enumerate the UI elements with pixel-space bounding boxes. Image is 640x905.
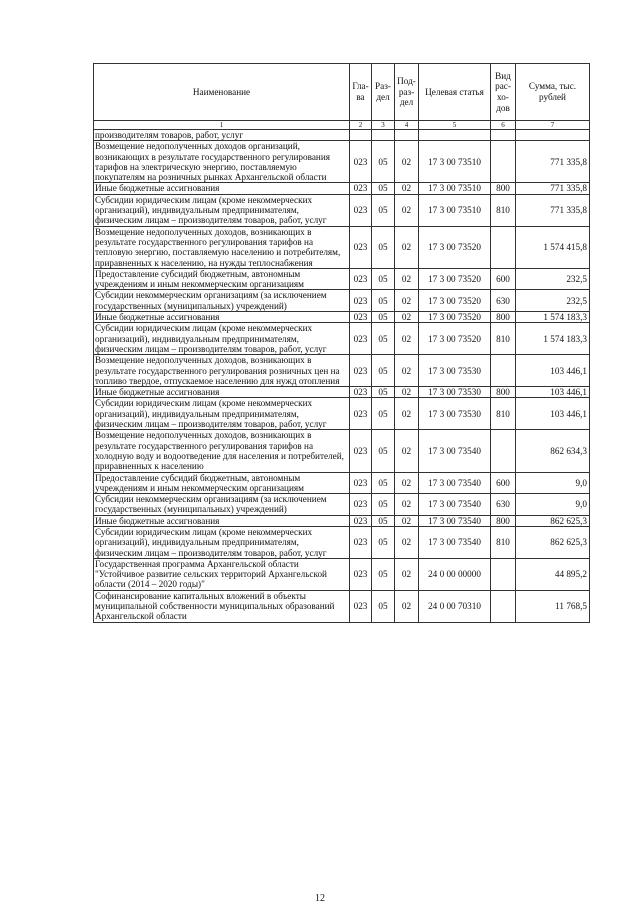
- row-razdel: 05: [372, 515, 395, 526]
- table-row: [94, 194, 590, 226]
- header-podrazdel: Под-раз-дел: [395, 64, 419, 121]
- header-vid: Вид рас-хо-дов: [491, 64, 516, 121]
- row-summa: 103 446,1: [516, 387, 590, 398]
- table-row: [94, 590, 590, 622]
- row-summa: 862 625,3: [516, 515, 590, 526]
- budget-table: [93, 63, 590, 623]
- row-podrazdel: 02: [395, 398, 419, 430]
- row-summa: 771 335,8: [516, 194, 590, 226]
- row-glava: 023: [350, 312, 372, 323]
- row-podrazdel: 02: [395, 526, 419, 558]
- table-row: [94, 141, 590, 183]
- row-summa: 232,5: [516, 290, 590, 312]
- col-number: 6: [491, 121, 516, 130]
- row-glava: 023: [350, 558, 372, 590]
- row-glava: 023: [350, 183, 372, 194]
- header-razdel: Раз-дел: [372, 64, 395, 121]
- row-celevaya: 17 3 00 73530: [419, 355, 491, 387]
- row-glava: 023: [350, 355, 372, 387]
- row-razdel: 05: [372, 226, 395, 268]
- row-vid: 800: [491, 515, 516, 526]
- row-podrazdel: 02: [395, 312, 419, 323]
- row-vid: [491, 130, 516, 141]
- row-glava: 023: [350, 141, 372, 183]
- row-glava: 023: [350, 526, 372, 558]
- row-name: Предоставление субсидий бюджетным, автономным учреждениям и иным некоммерческим организациям: [94, 268, 350, 290]
- row-celevaya: 24 0 00 70310: [419, 590, 491, 622]
- row-vid: [491, 590, 516, 622]
- row-glava: 023: [350, 323, 372, 355]
- table-row: [94, 526, 590, 558]
- row-summa: 1 574 183,3: [516, 323, 590, 355]
- col-number: 4: [395, 121, 419, 130]
- row-name: Возмещение недополученных доходов, возникающих в результате государственного регулирования тарифов на тепловую энергию, поставляемую населению и потребителям, приравненных к населению, на нужды теплоснабжения: [94, 226, 350, 268]
- row-razdel: 05: [372, 387, 395, 398]
- row-celevaya: 24 0 00 00000: [419, 558, 491, 590]
- row-celevaya: 17 3 00 73520: [419, 226, 491, 268]
- row-vid: [491, 226, 516, 268]
- row-name: Предоставление субсидий бюджетным, автономным учреждениям и иным некоммерческим организациям: [94, 472, 350, 494]
- row-razdel: 05: [372, 472, 395, 494]
- row-summa: [516, 130, 590, 141]
- row-name: Иные бюджетные ассигнования: [94, 312, 350, 323]
- row-podrazdel: 02: [395, 355, 419, 387]
- row-celevaya: 17 3 00 73510: [419, 183, 491, 194]
- row-name: Иные бюджетные ассигнования: [94, 183, 350, 194]
- row-vid: 800: [491, 183, 516, 194]
- row-vid: [491, 141, 516, 183]
- row-celevaya: 17 3 00 73530: [419, 398, 491, 430]
- row-razdel: 05: [372, 323, 395, 355]
- row-celevaya: 17 3 00 73540: [419, 494, 491, 516]
- row-vid: 600: [491, 268, 516, 290]
- row-razdel: 05: [372, 494, 395, 516]
- row-razdel: 05: [372, 183, 395, 194]
- row-razdel: 05: [372, 194, 395, 226]
- row-razdel: 05: [372, 590, 395, 622]
- row-podrazdel: 02: [395, 387, 419, 398]
- table-header-row: [94, 64, 590, 121]
- row-vid: 600: [491, 472, 516, 494]
- row-razdel: [372, 130, 395, 141]
- row-summa: 9,0: [516, 472, 590, 494]
- row-glava: 023: [350, 590, 372, 622]
- row-celevaya: 17 3 00 73540: [419, 430, 491, 472]
- row-glava: 023: [350, 290, 372, 312]
- row-podrazdel: [395, 130, 419, 141]
- row-razdel: 05: [372, 290, 395, 312]
- row-razdel: 05: [372, 430, 395, 472]
- row-razdel: 05: [372, 141, 395, 183]
- table-row: [94, 558, 590, 590]
- table-row: [94, 323, 590, 355]
- row-name: Субсидии некоммерческим организациям (за исключением государственных (муниципальных) учреждений): [94, 494, 350, 516]
- row-summa: 1 574 415,8: [516, 226, 590, 268]
- row-celevaya: 17 3 00 73510: [419, 194, 491, 226]
- col-number: 7: [516, 121, 590, 130]
- row-summa: 44 895,2: [516, 558, 590, 590]
- row-celevaya: [419, 130, 491, 141]
- row-celevaya: 17 3 00 73520: [419, 290, 491, 312]
- table-row: [94, 130, 590, 141]
- row-summa: 103 446,1: [516, 355, 590, 387]
- row-name: Субсидии некоммерческим организациям (за исключением государственных (муниципальных) учреждений): [94, 290, 350, 312]
- row-name: Субсидии юридическим лицам (кроме некоммерческих организаций), индивидуальным предпринимателям, физическим лицам – производителям товаров, работ, услуг: [94, 398, 350, 430]
- row-podrazdel: 02: [395, 226, 419, 268]
- row-celevaya: 17 3 00 73520: [419, 268, 491, 290]
- row-podrazdel: 02: [395, 268, 419, 290]
- row-razdel: 05: [372, 558, 395, 590]
- row-podrazdel: 02: [395, 141, 419, 183]
- row-podrazdel: 02: [395, 494, 419, 516]
- table-body: [94, 130, 590, 623]
- row-celevaya: 17 3 00 73520: [419, 323, 491, 355]
- table-row: [94, 387, 590, 398]
- col-number: 3: [372, 121, 395, 130]
- row-podrazdel: 02: [395, 183, 419, 194]
- row-celevaya: 17 3 00 73540: [419, 515, 491, 526]
- header-name: Наименование: [94, 64, 350, 121]
- row-vid: 630: [491, 290, 516, 312]
- row-podrazdel: 02: [395, 430, 419, 472]
- page-number: 12: [315, 893, 325, 904]
- row-vid: [491, 430, 516, 472]
- column-number-row: [94, 121, 590, 130]
- row-name: Субсидии юридическим лицам (кроме некоммерческих организаций), индивидуальным предпринимателям, физическим лицам – производителям товаров, работ, услуг: [94, 323, 350, 355]
- row-glava: 023: [350, 387, 372, 398]
- col-number: 1: [94, 121, 350, 130]
- row-glava: 023: [350, 472, 372, 494]
- col-number: 2: [350, 121, 372, 130]
- table-row: [94, 268, 590, 290]
- table-row: [94, 515, 590, 526]
- row-vid: 800: [491, 387, 516, 398]
- row-glava: 023: [350, 194, 372, 226]
- header-summa: Сумма, тыс. рублей: [516, 64, 590, 121]
- row-name: производителям товаров, работ, услуг: [94, 130, 350, 141]
- row-glava: 023: [350, 398, 372, 430]
- table-row: [94, 430, 590, 472]
- row-glava: 023: [350, 430, 372, 472]
- row-glava: [350, 130, 372, 141]
- row-summa: 103 446,1: [516, 398, 590, 430]
- row-summa: 862 625,3: [516, 526, 590, 558]
- row-glava: 023: [350, 515, 372, 526]
- row-razdel: 05: [372, 355, 395, 387]
- row-glava: 023: [350, 494, 372, 516]
- col-number: 5: [419, 121, 491, 130]
- row-razdel: 05: [372, 312, 395, 323]
- row-name: Субсидии юридическим лицам (кроме некоммерческих организаций), индивидуальным предпринимателям, физическим лицам – производителям товаров, работ, услуг: [94, 526, 350, 558]
- row-celevaya: 17 3 00 73530: [419, 387, 491, 398]
- row-summa: 9,0: [516, 494, 590, 516]
- row-razdel: 05: [372, 398, 395, 430]
- row-vid: 630: [491, 494, 516, 516]
- table-row: [94, 290, 590, 312]
- table-row: [94, 183, 590, 194]
- row-podrazdel: 02: [395, 558, 419, 590]
- row-summa: 771 335,8: [516, 183, 590, 194]
- row-vid: 800: [491, 312, 516, 323]
- row-name: Возмещение недополученных доходов, возникающих в результате государственного регулирования розничных цен на топливо твердое, отпускаемое населению для нужд отопления: [94, 355, 350, 387]
- row-celevaya: 17 3 00 73510: [419, 141, 491, 183]
- row-celevaya: 17 3 00 73540: [419, 472, 491, 494]
- row-summa: 11 768,5: [516, 590, 590, 622]
- row-vid: [491, 355, 516, 387]
- row-name: Возмещение недополученных доходов, возникающих в результате государственного регулирования тарифов на холодную воду и водоотведение для населения и потребителей, приравненных к населению: [94, 430, 350, 472]
- table-row: [94, 398, 590, 430]
- row-razdel: 05: [372, 268, 395, 290]
- row-name: Государственная программа Архангельской области "Устойчивое развитие сельских территорий Архангельской области (2014 – 2020 годы)": [94, 558, 350, 590]
- row-summa: 771 335,8: [516, 141, 590, 183]
- row-vid: 810: [491, 323, 516, 355]
- row-summa: 1 574 183,3: [516, 312, 590, 323]
- row-podrazdel: 02: [395, 290, 419, 312]
- row-name: Субсидии юридическим лицам (кроме некоммерческих организаций), индивидуальным предпринимателям, физическим лицам – производителям товаров, работ, услуг: [94, 194, 350, 226]
- table-row: [94, 226, 590, 268]
- table-row: [94, 494, 590, 516]
- row-name: Иные бюджетные ассигнования: [94, 515, 350, 526]
- row-glava: 023: [350, 268, 372, 290]
- table-row: [94, 312, 590, 323]
- row-celevaya: 17 3 00 73540: [419, 526, 491, 558]
- row-podrazdel: 02: [395, 515, 419, 526]
- header-celevaya: Целевая статья: [419, 64, 491, 121]
- row-vid: [491, 558, 516, 590]
- row-vid: 810: [491, 398, 516, 430]
- table-row: [94, 472, 590, 494]
- row-summa: 232,5: [516, 268, 590, 290]
- row-podrazdel: 02: [395, 590, 419, 622]
- row-vid: 810: [491, 194, 516, 226]
- row-summa: 862 634,3: [516, 430, 590, 472]
- row-vid: 810: [491, 526, 516, 558]
- header-glava: Гла-ва: [350, 64, 372, 121]
- table-row: [94, 355, 590, 387]
- row-podrazdel: 02: [395, 323, 419, 355]
- row-podrazdel: 02: [395, 194, 419, 226]
- row-celevaya: 17 3 00 73520: [419, 312, 491, 323]
- row-name: Возмещение недополученных доходов организаций, возникающих в результате государственного регулирования тарифов на электрическую энергию, поставляемую покупателям на розничных рынках Архангельской области: [94, 141, 350, 183]
- row-podrazdel: 02: [395, 472, 419, 494]
- row-name: Софинансирование капитальных вложений в объекты муниципальной собственности муниципальных образований Архангельской области: [94, 590, 350, 622]
- row-name: Иные бюджетные ассигнования: [94, 387, 350, 398]
- row-glava: 023: [350, 226, 372, 268]
- row-razdel: 05: [372, 526, 395, 558]
